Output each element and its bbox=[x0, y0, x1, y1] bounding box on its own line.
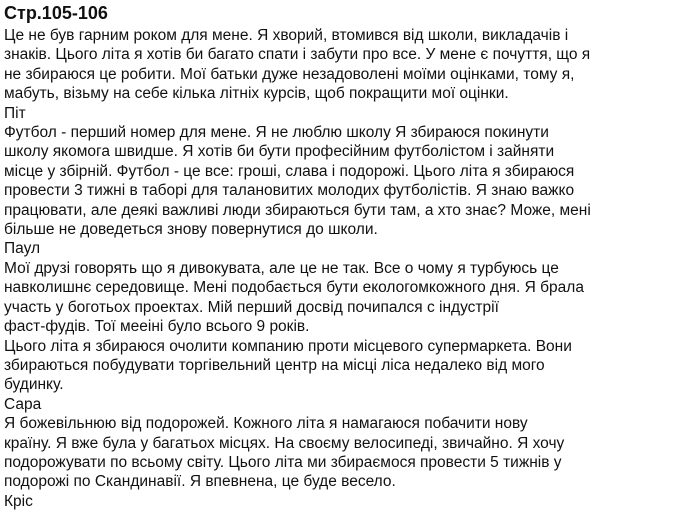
text-line: збираються побудувати торгівельний центр на місці ліса недалеко від мого bbox=[4, 356, 545, 374]
author-name: Кріс bbox=[4, 492, 33, 510]
text-line: Це не був гарним роком для мене. Я хворий, втомився від школи, викладачів і bbox=[4, 27, 569, 44]
text-line: подорожувати по всьому світу. Цього літа ми збираємося провести 5 тижнів у bbox=[4, 453, 562, 471]
text-line: провести 3 тижні в таборі для талановитих молодих футболістів. Я знаю важко bbox=[4, 182, 575, 200]
text-line: участь у боготьох проектах. Мій перший досвід почипался с індустрії bbox=[4, 298, 499, 316]
text-line: навколишнє середовище. Мені подобається бути екологомкожного дня. Я брала bbox=[4, 279, 584, 297]
author-name: Паул bbox=[4, 240, 41, 258]
text-line: мабуть, візьму на себе кілька літніх курсів, щоб покращити мої оцінки. bbox=[4, 85, 509, 103]
author-name: Сара bbox=[4, 395, 42, 413]
text-line: не збираюся це робити. Мої батьки дуже незадоволені моїми оцінками, тому я, bbox=[4, 65, 575, 83]
text-line: місце у збірній. Футбол - це все: гроші, слава і подорожі. Цього літа я збираюся bbox=[4, 162, 575, 180]
page-title: Стр.105-106 bbox=[4, 3, 108, 23]
text-line: школу якомога швидше. Я хотів би бути професійним футболістом і зайняти bbox=[4, 143, 555, 161]
text-line: Цього літа я збираюся очолити компанию проти місцевого супермаркета. Вони bbox=[4, 337, 572, 355]
text-line: подорожі по Скандинавії. Я впевнена, це буде весело. bbox=[4, 473, 396, 491]
text-line: фаст-фудів. Тої мееіні було всього 9 років. bbox=[4, 318, 310, 336]
text-line: працювати, але деякі важливі люди збираються бути там, а хто знає? Може, мені bbox=[4, 201, 591, 219]
author-name: Піт bbox=[4, 104, 26, 122]
text-line: Мої друзі говорять що я дивокувата, але це не так. Все о чому я турбуюсь це bbox=[4, 259, 559, 277]
document-page bbox=[4, 2, 688, 511]
text-line: більше не доведеться знову повернутися до школи. bbox=[4, 221, 378, 239]
text-line: Я божевільнюю від подорожей. Кожного літа я намагаюся побачити нову bbox=[4, 415, 528, 433]
text-line: будинку. bbox=[4, 376, 64, 394]
text-line: Футбол - перший номер для мене. Я не люблю школу Я збираюся покинути bbox=[4, 124, 549, 142]
text-line: знаків. Цього літа я хотів би багато спати і забути про все. У мене є почуття, що я bbox=[4, 46, 591, 64]
text-line: країну. Я вже була у багатьох місцях. На своєму велосипеді, звичайно. Я хочу bbox=[4, 434, 565, 452]
